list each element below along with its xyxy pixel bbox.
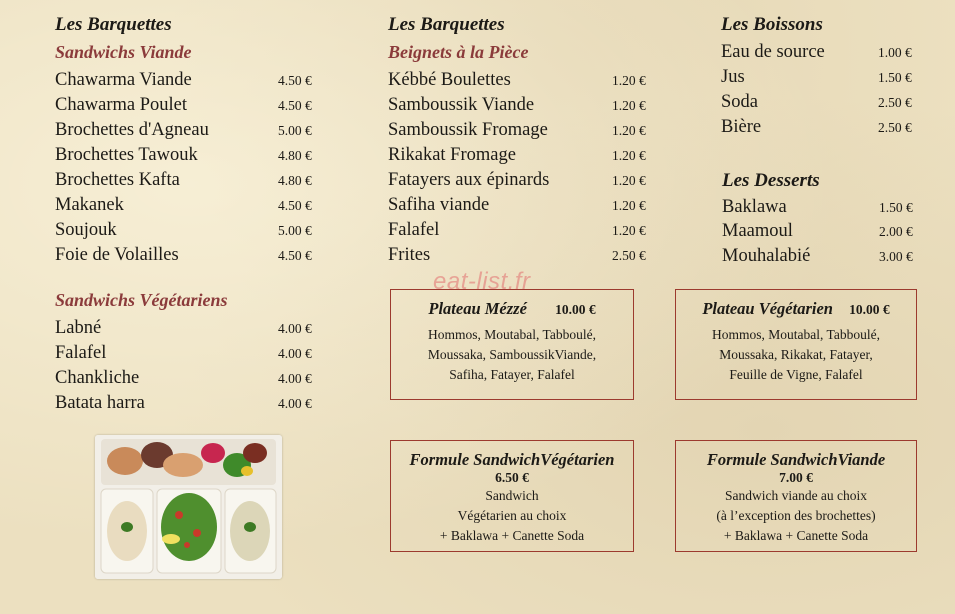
item-price: 5.00 € (278, 223, 312, 238)
box-price: 10.00 € (849, 302, 890, 317)
list-item (722, 221, 922, 245)
list-item (55, 393, 317, 417)
box-price: 6.50 € (495, 470, 529, 485)
box-title: Formule SandwichVégétarien (409, 450, 615, 469)
item-name: Falafel (55, 343, 107, 363)
box-price: 7.00 € (779, 470, 813, 485)
item-name: Maamoul (722, 221, 793, 241)
item-price: 3.00 € (879, 249, 913, 264)
list-item (55, 220, 317, 244)
item-name: Foie de Volailles (55, 245, 179, 265)
list-item (55, 70, 317, 94)
item-price: 5.00 € (278, 123, 312, 138)
item-price: 1.20 € (612, 223, 646, 238)
item-price: 4.00 € (278, 396, 312, 411)
item-name: Brochettes Kafta (55, 170, 180, 190)
sandwichs-vegetariens-title: Sandwichs Végétariens (55, 290, 228, 310)
item-price: 4.00 € (278, 321, 312, 336)
item-price: 1.20 € (612, 173, 646, 188)
list-item (388, 245, 650, 269)
item-name: Jus (721, 67, 745, 87)
box-line: Végétarien au choix (457, 508, 567, 523)
list-item (55, 95, 317, 119)
item-name: Chawarma Poulet (55, 95, 188, 115)
box-line: Sandwich viande au choix (724, 488, 868, 503)
boissons-header: Les Boissons (721, 14, 823, 35)
item-price: 2.00 € (879, 224, 913, 239)
item-name: Frites (388, 245, 431, 265)
list-item (55, 120, 317, 144)
box-line: Feuille de Vigne, Falafel (729, 367, 863, 382)
list-item (721, 92, 921, 116)
item-price: 4.50 € (278, 73, 312, 88)
barquettes-header: Les Barquettes (55, 14, 172, 35)
item-name: Chankliche (55, 368, 140, 388)
box-title: Formule SandwichViande (706, 450, 886, 469)
item-name: Brochettes Tawouk (55, 145, 198, 165)
item-price: 2.50 € (612, 248, 646, 263)
item-price: 2.50 € (878, 120, 912, 135)
list-item (55, 343, 317, 367)
item-name: Baklawa (722, 197, 787, 217)
item-price: 2.50 € (878, 95, 912, 110)
box-line: Moussaka, Rikakat, Fatayer, (719, 347, 873, 362)
item-price: 4.50 € (278, 98, 312, 113)
food-tray-illustration (95, 435, 282, 579)
box-title: Plateau Mézzé (428, 299, 527, 318)
item-price: 1.20 € (612, 73, 646, 88)
item-name: Safiha viande (388, 195, 490, 215)
item-price: 1.20 € (612, 123, 646, 138)
plateau-mezze-box (390, 289, 634, 400)
item-name: Samboussik Viande (388, 95, 535, 115)
desserts-header: Les Desserts (722, 170, 820, 191)
list-item (55, 170, 317, 194)
item-name: Soda (721, 92, 758, 112)
plateau-vegetarien-box (675, 289, 917, 400)
list-item (55, 195, 317, 219)
beignets-title: Beignets à la Pièce (388, 42, 529, 62)
box-line: Hommos, Moutabal, Tabboulé, (428, 327, 596, 342)
formule-vegetarien-box (390, 440, 634, 552)
list-item (55, 245, 317, 269)
list-item (55, 368, 317, 392)
box-price: 10.00 € (555, 302, 596, 317)
list-item (388, 95, 650, 119)
item-name: Batata harra (55, 393, 145, 413)
box-line: + Baklawa + Canette Soda (723, 528, 869, 543)
item-name: Samboussik Fromage (388, 120, 548, 140)
list-item (388, 170, 650, 194)
list-item (721, 42, 921, 66)
item-price: 4.50 € (278, 198, 312, 213)
list-item (388, 145, 650, 169)
list-item (722, 246, 922, 270)
list-item (388, 120, 650, 144)
item-name: Bière (721, 117, 762, 137)
item-name: Rikakat Fromage (388, 145, 516, 165)
barquettes-header-2: Les Barquettes (388, 14, 505, 35)
list-item (388, 70, 650, 94)
list-item (721, 117, 921, 141)
item-name: Soujouk (55, 220, 117, 240)
item-price: 4.00 € (278, 371, 312, 386)
item-price: 1.20 € (612, 198, 646, 213)
item-name: Chawarma Viande (55, 70, 192, 90)
item-price: 4.80 € (278, 173, 312, 188)
item-name: Kébbé Boulettes (388, 70, 511, 90)
item-price: 4.00 € (278, 346, 312, 361)
box-line: Hommos, Moutabal, Tabboulé, (712, 327, 880, 342)
box-line: Moussaka, SamboussikViande, (427, 347, 597, 362)
list-item (388, 220, 650, 244)
list-item (55, 145, 317, 169)
item-name: Makanek (55, 195, 124, 215)
list-item (55, 318, 317, 342)
box-line: + Baklawa + Canette Soda (439, 528, 585, 543)
item-price: 1.50 € (878, 70, 912, 85)
list-item (388, 195, 650, 219)
box-line: Sandwich (485, 488, 539, 503)
item-price: 4.50 € (278, 248, 312, 263)
box-line: (à l’exception des brochettes) (716, 508, 876, 523)
box-title: Plateau Végétarien (702, 299, 833, 318)
item-price: 4.80 € (278, 148, 312, 163)
item-price: 1.50 € (879, 200, 913, 215)
item-name: Fatayers aux épinards (388, 170, 550, 190)
item-price: 1.00 € (878, 45, 912, 60)
item-price: 1.20 € (612, 98, 646, 113)
list-item (721, 67, 921, 91)
list-item (722, 197, 922, 221)
item-name: Labné (55, 318, 102, 338)
formule-viande-box (675, 440, 917, 552)
watermark: eat-list.fr (433, 268, 531, 295)
food-tray-image (95, 435, 282, 579)
item-price: 1.20 € (612, 148, 646, 163)
item-name: Mouhalabié (722, 246, 811, 266)
item-name: Eau de source (721, 42, 825, 62)
box-line: Safiha, Fatayer, Falafel (449, 367, 575, 382)
item-name: Brochettes d'Agneau (55, 120, 209, 140)
item-name: Falafel (388, 220, 440, 240)
sandwichs-viande-title: Sandwichs Viande (55, 42, 192, 62)
